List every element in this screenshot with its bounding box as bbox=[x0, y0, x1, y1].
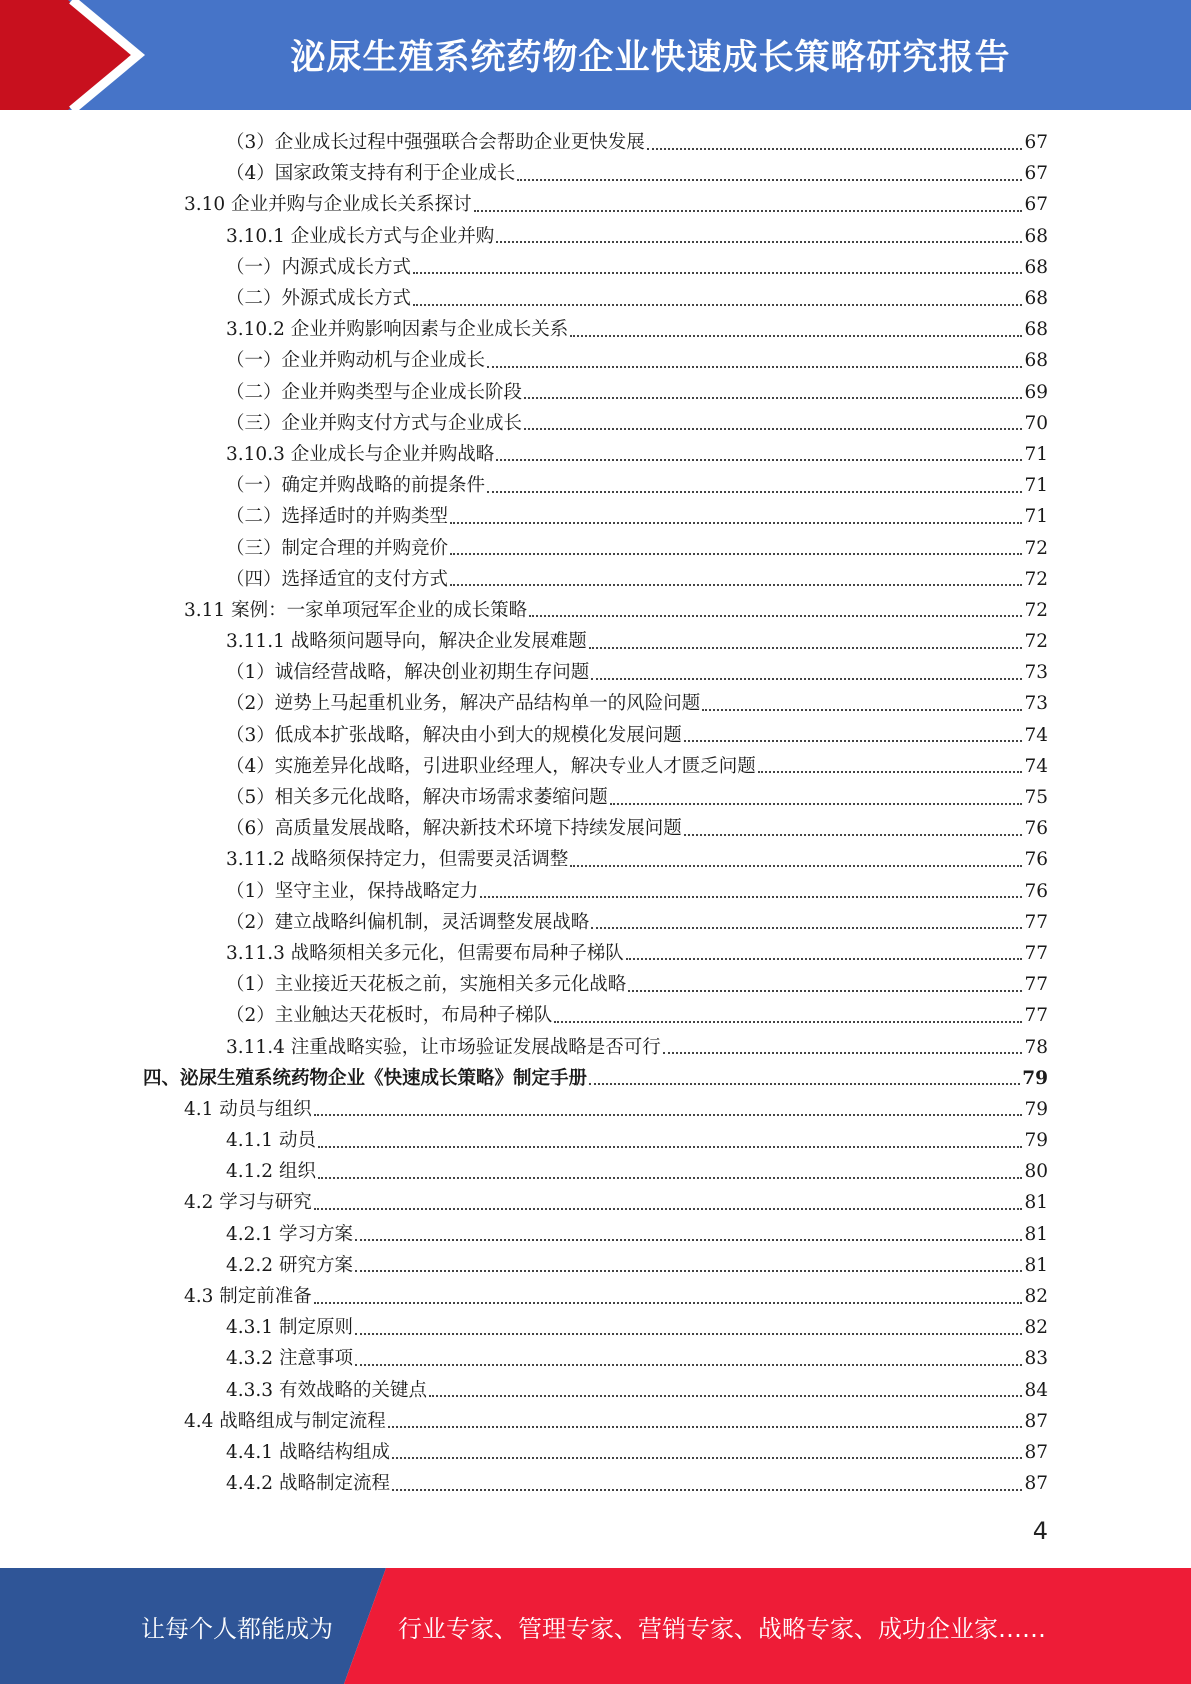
toc-entry[interactable] bbox=[184, 595, 1048, 626]
toc-entry[interactable] bbox=[226, 844, 1048, 875]
toc-entry-label: 4.3.3 有效战略的关键点 bbox=[226, 1379, 427, 1401]
header-arrow-decoration bbox=[0, 0, 160, 110]
toc-dot-leader bbox=[474, 210, 1023, 212]
toc-dot-leader bbox=[314, 1302, 1023, 1304]
toc-dot-leader bbox=[591, 927, 1022, 929]
toc-entry-label: （三）企业并购支付方式与企业成长 bbox=[226, 412, 523, 434]
toc-entry-label: （一）确定并购战略的前提条件 bbox=[226, 475, 486, 497]
toc-dot-leader bbox=[487, 366, 1022, 368]
toc-dot-leader bbox=[628, 990, 1022, 992]
toc-entry-page: 87 bbox=[1024, 1410, 1048, 1432]
toc-dot-leader bbox=[314, 1208, 1023, 1210]
toc-dot-leader bbox=[355, 1333, 1023, 1335]
toc-entry-page: 70 bbox=[1024, 412, 1048, 434]
toc-entry[interactable] bbox=[226, 688, 1048, 719]
toc-entry-label: （2）建立战略纠偏机制，灵活调整发展战略 bbox=[226, 911, 590, 933]
toc-entry[interactable] bbox=[226, 720, 1048, 751]
toc-dot-leader bbox=[524, 428, 1022, 430]
toc-entry-label: 4.4.2 战略制定流程 bbox=[226, 1473, 390, 1495]
toc-dot-leader bbox=[392, 1489, 1022, 1491]
toc-entry[interactable] bbox=[226, 876, 1048, 907]
toc-entry[interactable] bbox=[226, 158, 1048, 189]
toc-entry-page: 72 bbox=[1024, 537, 1048, 559]
toc-entry-page: 81 bbox=[1024, 1223, 1048, 1245]
toc-dot-leader bbox=[570, 865, 1022, 867]
toc-entry-label: （2）主业触达天花板时，布局种子梯队 bbox=[226, 1005, 553, 1027]
toc-entry[interactable] bbox=[226, 127, 1048, 158]
toc-entry-label: （1）坚守主业，保持战略定力 bbox=[226, 880, 479, 902]
toc-dot-leader bbox=[314, 1114, 1023, 1116]
toc-dot-leader bbox=[529, 615, 1022, 617]
toc-dot-leader bbox=[450, 584, 1022, 586]
page-number: 4 bbox=[1032, 1517, 1048, 1545]
toc-entry[interactable] bbox=[184, 1094, 1048, 1125]
toc-dot-leader bbox=[702, 709, 1022, 711]
toc-entry[interactable] bbox=[226, 1156, 1048, 1187]
toc-entry-page: 87 bbox=[1024, 1441, 1048, 1463]
toc-dot-leader bbox=[450, 553, 1022, 555]
toc-entry[interactable] bbox=[226, 377, 1048, 408]
toc-entry-page: 68 bbox=[1024, 350, 1048, 372]
toc-entry-label: 4.2.1 学习方案 bbox=[226, 1223, 353, 1245]
toc-dot-leader bbox=[496, 459, 1022, 461]
toc-entry-label: 4.4.1 战略结构组成 bbox=[226, 1441, 390, 1463]
toc-dot-leader bbox=[684, 740, 1023, 742]
toc-entry[interactable] bbox=[226, 221, 1048, 252]
toc-dot-leader bbox=[480, 896, 1022, 898]
toc-entry[interactable] bbox=[226, 1000, 1048, 1031]
toc-entry[interactable] bbox=[184, 189, 1048, 220]
toc-dot-leader bbox=[554, 1021, 1022, 1023]
toc-entry-page: 80 bbox=[1024, 1161, 1048, 1183]
toc-entry[interactable] bbox=[226, 938, 1048, 969]
toc-dot-leader bbox=[429, 1395, 1022, 1397]
toc-entry-label: （4）国家政策支持有利于企业成长 bbox=[226, 163, 516, 185]
toc-dot-leader bbox=[318, 1177, 1023, 1179]
toc-entry-label: （四）选择适宜的支付方式 bbox=[226, 568, 449, 590]
toc-entry-page: 77 bbox=[1024, 1005, 1048, 1027]
toc-dot-leader bbox=[589, 647, 1023, 649]
toc-dot-leader bbox=[496, 241, 1022, 243]
toc-entry-page: 78 bbox=[1024, 1036, 1048, 1058]
header-red-arrow-shape bbox=[0, 0, 132, 110]
toc-entry-page: 69 bbox=[1024, 381, 1048, 403]
toc-dot-leader bbox=[413, 272, 1022, 274]
toc-entry[interactable] bbox=[226, 252, 1048, 283]
toc-entry[interactable] bbox=[226, 813, 1048, 844]
toc-entry[interactable] bbox=[226, 1219, 1048, 1250]
toc-dot-leader bbox=[487, 491, 1022, 493]
toc-entry-label: 4.2.2 研究方案 bbox=[226, 1254, 353, 1276]
toc-entry-page: 76 bbox=[1024, 849, 1048, 871]
toc-entry-page: 67 bbox=[1024, 163, 1048, 185]
toc-entry-page: 87 bbox=[1024, 1473, 1048, 1495]
toc-entry[interactable] bbox=[226, 408, 1048, 439]
toc-entry-label: （5）相关多元化战略，解决市场需求萎缩问题 bbox=[226, 787, 608, 809]
toc-entry[interactable] bbox=[226, 439, 1048, 470]
report-title: 泌尿生殖系统药物企业快速成长策略研究报告 bbox=[290, 38, 1011, 78]
toc-entry-label: （1）诚信经营战略，解决创业初期生存问题 bbox=[226, 662, 590, 684]
toc-entry-page: 79 bbox=[1024, 1098, 1048, 1120]
toc-dot-leader bbox=[413, 304, 1022, 306]
toc-entry-page: 73 bbox=[1024, 693, 1048, 715]
toc-entry[interactable] bbox=[143, 1063, 1048, 1094]
toc-entry-label: 4.1 动员与组织 bbox=[184, 1098, 312, 1120]
toc-entry-label: 3.10 企业并购与企业成长关系探讨 bbox=[184, 194, 472, 216]
toc-entry-page: 67 bbox=[1024, 194, 1048, 216]
toc-entry-label: （二）选择适时的并购类型 bbox=[226, 506, 449, 528]
toc-entry-label: 3.11.1 战略须问题导向，解决企业发展难题 bbox=[226, 631, 587, 653]
toc-dot-leader bbox=[610, 803, 1023, 805]
toc-dot-leader bbox=[647, 148, 1023, 150]
toc-entry[interactable] bbox=[226, 1250, 1048, 1281]
toc-entry[interactable] bbox=[226, 532, 1048, 563]
toc-entry[interactable] bbox=[226, 345, 1048, 376]
toc-dot-leader bbox=[589, 1083, 1020, 1085]
toc-dot-leader bbox=[355, 1270, 1023, 1272]
toc-entry[interactable] bbox=[226, 657, 1048, 688]
footer-slogan-left: 让每个人都能成为 bbox=[141, 1614, 333, 1643]
toc-entry[interactable] bbox=[226, 1125, 1048, 1156]
toc-dot-leader bbox=[663, 1052, 1023, 1054]
toc-entry-label: （一）内源式成长方式 bbox=[226, 256, 412, 278]
toc-entry-page: 71 bbox=[1024, 506, 1048, 528]
toc-entry[interactable] bbox=[184, 1281, 1048, 1312]
toc-entry-label: （3）企业成长过程中强强联合会帮助企业更快发展 bbox=[226, 132, 645, 154]
toc-entry-page: 71 bbox=[1024, 475, 1048, 497]
toc-entry[interactable] bbox=[226, 1031, 1048, 1062]
toc-entry-label: （4）实施差异化战略，引进职业经理人，解决专业人才匮乏问题 bbox=[226, 755, 756, 777]
toc-entry-page: 73 bbox=[1024, 662, 1048, 684]
toc-entry[interactable] bbox=[226, 969, 1048, 1000]
toc-dot-leader bbox=[758, 771, 1023, 773]
toc-entry-page: 82 bbox=[1024, 1317, 1048, 1339]
toc-entry-label: （1）主业接近天花板之前，实施相关多元化战略 bbox=[226, 974, 627, 996]
toc-entry-label: 3.11.3 战略须相关多元化，但需要布局种子梯队 bbox=[226, 942, 624, 964]
toc-entry[interactable] bbox=[226, 1312, 1048, 1343]
toc-entry-label: 四、泌尿生殖系统药物企业《快速成长策略》制定手册 bbox=[143, 1067, 588, 1089]
report-footer bbox=[0, 1568, 1191, 1684]
toc-entry[interactable] bbox=[226, 782, 1048, 813]
toc-entry-label: 3.10.2 企业并购影响因素与企业成长关系 bbox=[226, 319, 569, 341]
toc-entry[interactable] bbox=[226, 626, 1048, 657]
toc-entry-page: 81 bbox=[1024, 1192, 1048, 1214]
toc-dot-leader bbox=[392, 1457, 1022, 1459]
toc-entry-page: 71 bbox=[1024, 443, 1048, 465]
toc-entry-label: 3.11.2 战略须保持定力，但需要灵活调整 bbox=[226, 849, 569, 871]
toc-entry-label: 4.2 学习与研究 bbox=[184, 1192, 312, 1214]
toc-entry-label: （3）低成本扩张战略，解决由小到大的规模化发展问题 bbox=[226, 724, 682, 746]
toc-dot-leader bbox=[355, 1239, 1023, 1241]
toc-dot-leader bbox=[450, 522, 1022, 524]
footer-slogan-right: 行业专家、管理专家、营销专家、战略专家、成功企业家…… bbox=[398, 1614, 1046, 1643]
toc-entry[interactable] bbox=[226, 1375, 1048, 1406]
toc-entry-label: 4.3 制定前准备 bbox=[184, 1286, 312, 1308]
toc-entry-page: 72 bbox=[1024, 599, 1048, 621]
toc-entry-page: 81 bbox=[1024, 1254, 1048, 1276]
toc-entry-label: 3.11 案例：一家单项冠军企业的成长策略 bbox=[184, 599, 528, 621]
toc-entry[interactable] bbox=[226, 907, 1048, 938]
toc-entry-page: 77 bbox=[1024, 911, 1048, 933]
toc-entry-label: （一）企业并购动机与企业成长 bbox=[226, 350, 486, 372]
toc-entry-label: （二）企业并购类型与企业成长阶段 bbox=[226, 381, 523, 403]
toc-entry[interactable] bbox=[226, 1437, 1048, 1468]
toc-entry-page: 77 bbox=[1024, 942, 1048, 964]
toc-entry-page: 77 bbox=[1024, 974, 1048, 996]
toc-entry-page: 68 bbox=[1024, 256, 1048, 278]
toc-entry-label: 4.4 战略组成与制定流程 bbox=[184, 1410, 386, 1432]
toc-entry[interactable] bbox=[226, 314, 1048, 345]
toc-entry-page: 76 bbox=[1024, 880, 1048, 902]
toc-entry-page: 72 bbox=[1024, 631, 1048, 653]
toc-dot-leader bbox=[591, 678, 1022, 680]
toc-dot-leader bbox=[684, 834, 1023, 836]
toc-entry-label: （2）逆势上马起重机业务，解决产品结构单一的风险问题 bbox=[226, 693, 701, 715]
toc-dot-leader bbox=[524, 397, 1022, 399]
toc-entry-page: 74 bbox=[1024, 724, 1048, 746]
toc-entry[interactable] bbox=[226, 751, 1048, 782]
toc-entry-page: 72 bbox=[1024, 568, 1048, 590]
toc-entry[interactable] bbox=[184, 1406, 1048, 1437]
toc-entry[interactable] bbox=[226, 564, 1048, 595]
toc-entry-page: 84 bbox=[1024, 1379, 1048, 1401]
toc-entry-page: 74 bbox=[1024, 755, 1048, 777]
toc-entry-page: 67 bbox=[1024, 132, 1048, 154]
toc-entry[interactable] bbox=[184, 1187, 1048, 1218]
report-header bbox=[0, 0, 1191, 110]
toc-entry[interactable] bbox=[226, 470, 1048, 501]
toc-dot-leader bbox=[355, 1364, 1023, 1366]
toc-entry-label: （6）高质量发展战略，解决新技术环境下持续发展问题 bbox=[226, 818, 682, 840]
toc-dot-leader bbox=[570, 335, 1022, 337]
toc-entry-page: 68 bbox=[1024, 288, 1048, 310]
toc-entry-label: 3.10.3 企业成长与企业并购战略 bbox=[226, 443, 495, 465]
toc-entry-label: 4.3.2 注意事项 bbox=[226, 1348, 353, 1370]
toc-entry[interactable] bbox=[226, 501, 1048, 532]
toc-dot-leader bbox=[517, 179, 1022, 181]
toc-entry-label: 3.10.1 企业成长方式与企业并购 bbox=[226, 225, 495, 247]
toc-entry-label: （三）制定合理的并购竞价 bbox=[226, 537, 449, 559]
toc-entry[interactable] bbox=[226, 1343, 1048, 1374]
toc-entry[interactable] bbox=[226, 283, 1048, 314]
toc-entry-page: 82 bbox=[1024, 1286, 1048, 1308]
toc-entry-page: 83 bbox=[1024, 1348, 1048, 1370]
toc-entry-page: 79 bbox=[1024, 1130, 1048, 1152]
toc-entry-page: 68 bbox=[1024, 319, 1048, 341]
table-of-contents bbox=[0, 127, 1191, 1499]
toc-entry-label: （二）外源式成长方式 bbox=[226, 288, 412, 310]
toc-entry-label: 4.1.1 动员 bbox=[226, 1130, 316, 1152]
toc-entry-page: 79 bbox=[1022, 1067, 1048, 1089]
toc-dot-leader bbox=[388, 1426, 1023, 1428]
toc-entry-label: 3.11.4 注重战略实验，让市场验证发展战略是否可行 bbox=[226, 1036, 661, 1058]
toc-entry-label: 4.1.2 组织 bbox=[226, 1161, 316, 1183]
toc-entry-label: 4.3.1 制定原则 bbox=[226, 1317, 353, 1339]
toc-entry[interactable] bbox=[226, 1468, 1048, 1499]
toc-entry-page: 68 bbox=[1024, 225, 1048, 247]
toc-entry-page: 75 bbox=[1024, 787, 1048, 809]
toc-dot-leader bbox=[318, 1146, 1023, 1148]
toc-entry-page: 76 bbox=[1024, 818, 1048, 840]
toc-dot-leader bbox=[626, 958, 1023, 960]
